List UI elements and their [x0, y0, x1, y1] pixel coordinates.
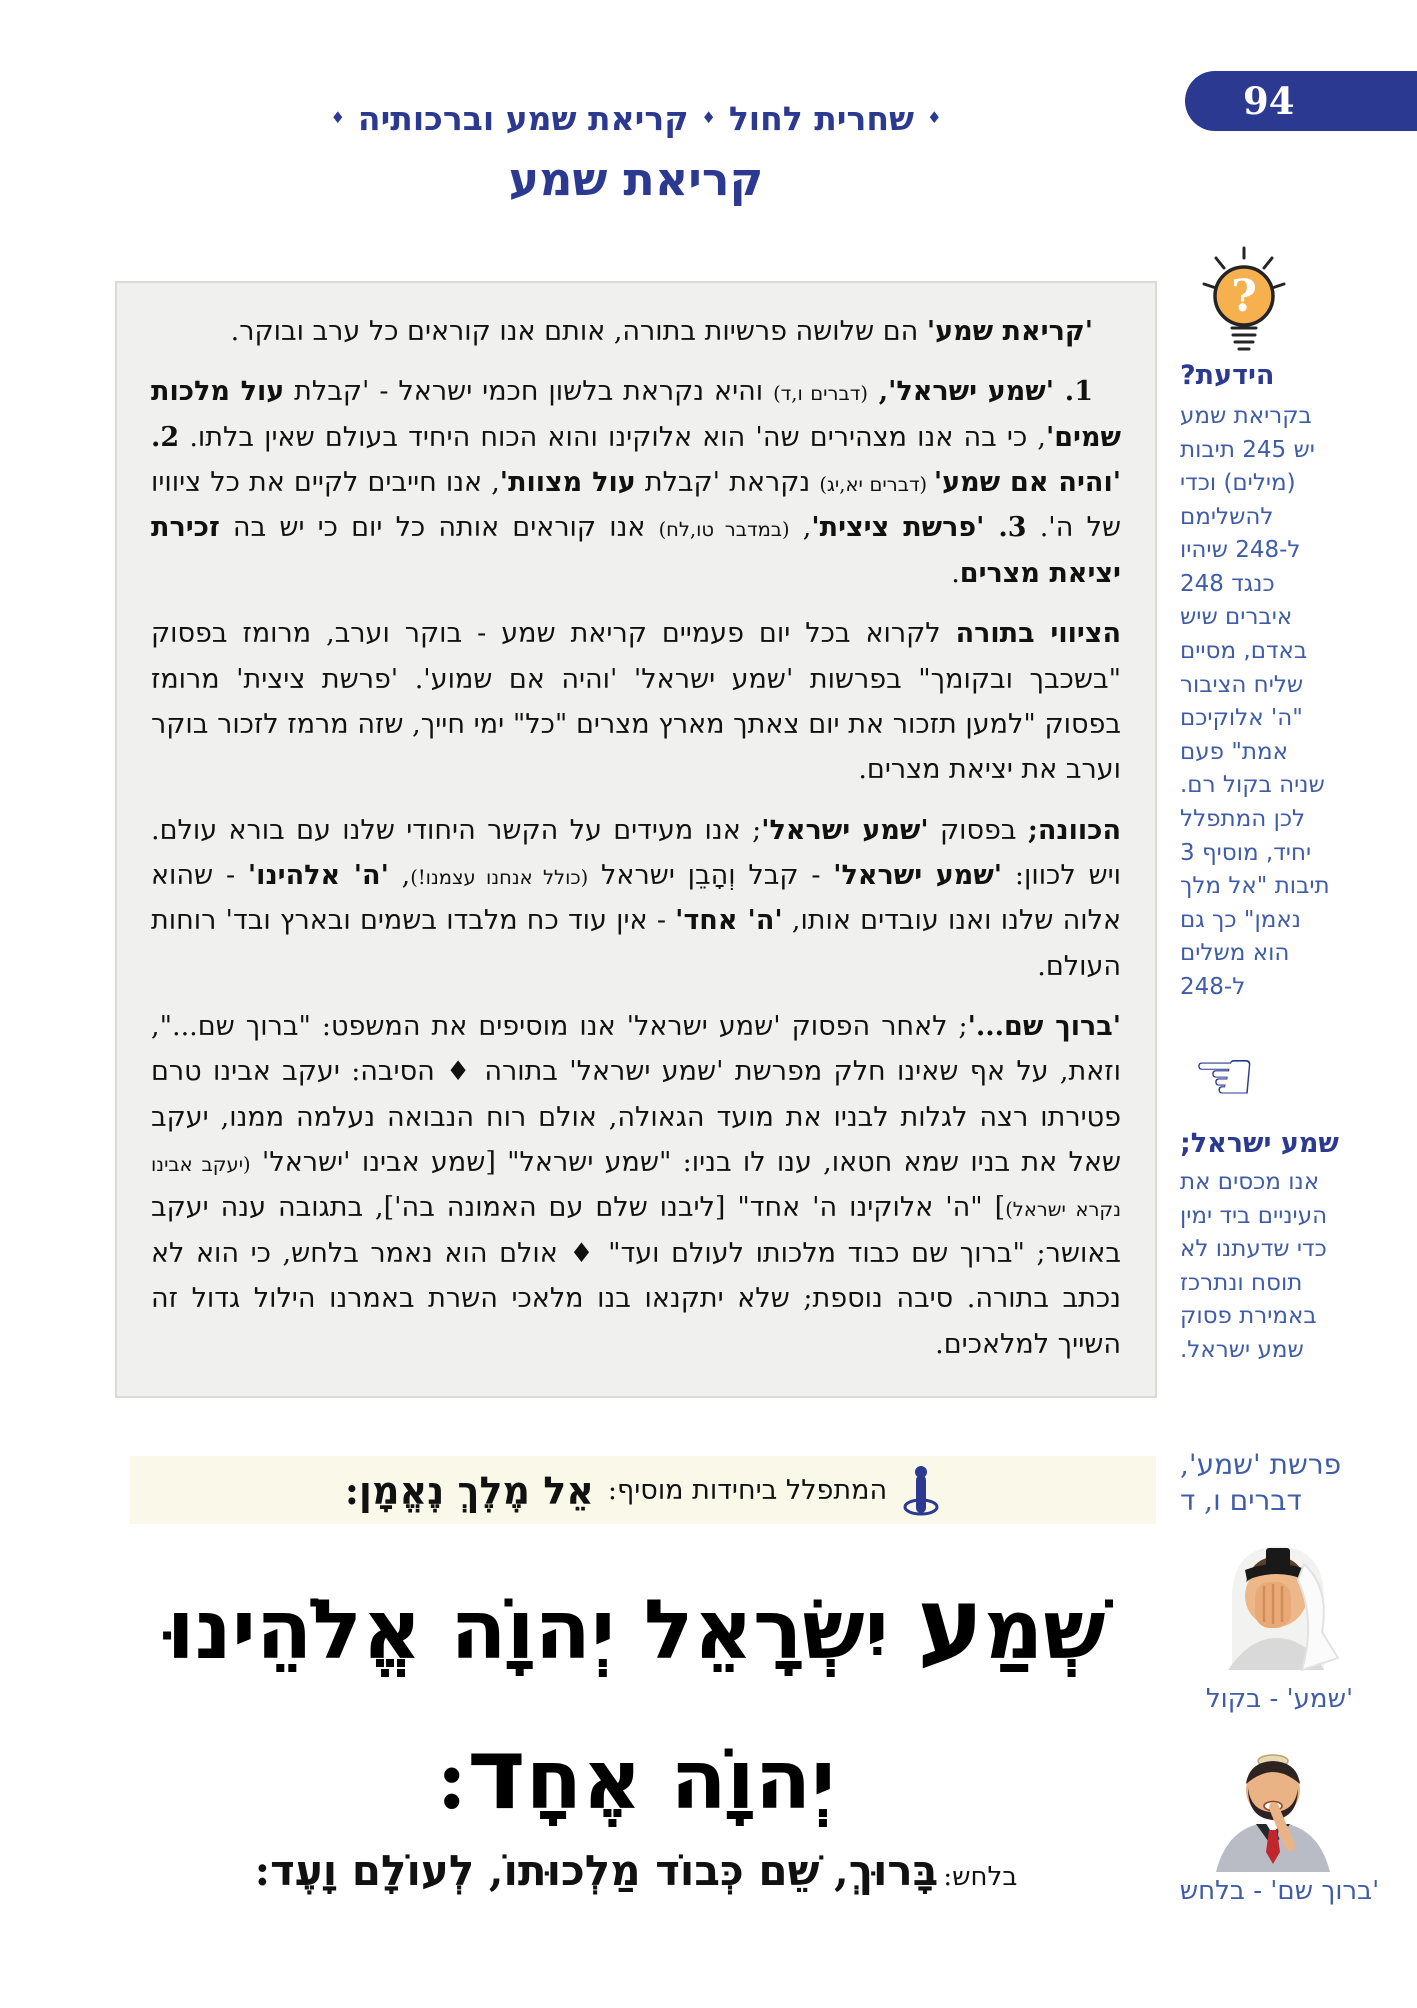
- shema-verse: [115, 1548, 1157, 1848]
- caption-shema-aloud: 'שמע' - בקול: [1205, 1684, 1354, 1714]
- whisper-label: בלחש:: [943, 1862, 1018, 1892]
- main-text-box: [115, 281, 1157, 1398]
- shema-line2-colon: :: [436, 1732, 467, 1829]
- individual-prayer-strip: [130, 1456, 1156, 1524]
- strip-addition-text: אֵל מֶלֶךְ נֶאֱמָן:: [344, 1467, 594, 1513]
- shema-note-title: שמע ישראל;: [1180, 1128, 1339, 1159]
- diamond-bullet: ♦: [701, 108, 716, 127]
- man-whispering-illustration: [1198, 1750, 1348, 1872]
- page-number: 94: [1243, 79, 1295, 123]
- shema-line-2: [115, 1698, 1157, 1848]
- svg-text:?: ?: [1231, 271, 1257, 322]
- enlarged-dalet: ד: [466, 1714, 526, 1833]
- running-header: [115, 99, 1157, 138]
- baruch-shem-line: [115, 1846, 1157, 1895]
- caption-baruch-whisper: 'ברוך שם' - בלחש: [1179, 1876, 1380, 1906]
- paragraph-baruch-shem: 'ברוך שם...'; לאחר הפסוק 'שמע ישראל' אנו מוסיפים את המשפט: "ברוך שם...", וזאת, על אף שאינו חלק מפרשת 'שמע ישראל' בתורה ♦ הסיבה: יעקב אבינו טרם פטירתו רצה לגלות לבניו את מועד הגאולה, אולם רוח הנבואה נעלמה ממנו, יעקב שאל את בניו שמא חטאו, ענו לו בניו: "שמע ישראל" [שמע אבינו 'ישראל' (יעקב אבינו נקרא ישראל)] "ה' אלוקינו ה' אחד" [ליבנו שלם עם האמונה בה'], בתגובה ענה יעקב באושר; "ברוך שם כבוד מלכותו לעולם ועד" ♦ אולם הוא נאמר בלחש, כי הוא לא נכתב בתורה. סיבה נוספת; שלא יתקנאו בנו מלאכי השרת באמרנו הילול גדול זה השייך למלאכים.: [151, 1011, 1121, 1360]
- paragraph-command: הציווי בתורה לקרוא בכל יום פעמיים קריאת שמע - בוקר וערב, מרומז בפסוק "בשכבך ובקומך" בפרשות 'שמע ישראל' 'והיה אם שמוע'. 'פרשת ציצית' מרומז בפסוק "למען תזכור את יום צאתך מארץ מצרים "כל" ימי חייך, שזה מרמז לזכור בוקר וערב את יציאת מצרים.: [151, 618, 1121, 786]
- man-covering-eyes-illustration: [1198, 1536, 1348, 1674]
- shema-line1-text: שְׁמַ: [983, 1582, 1106, 1678]
- shema-line2-text: יְהוָֹה אֶחָ: [525, 1732, 836, 1829]
- diamond-bullet: ♦: [927, 108, 942, 127]
- did-you-know-title: הידעת?: [1180, 360, 1275, 391]
- shema-line-1: [115, 1548, 1157, 1698]
- shema-note-text: אנו מכסים את העיניים ביד ימין כדי שדעתנו לא תוסח ונתרכז באמירת פסוק שמע ישראל.: [1180, 1169, 1328, 1363]
- parsha-source-reference: פרשת 'שמע', דברים ו, ד: [1180, 1448, 1342, 1518]
- pointing-hand-icon: ☜: [1192, 1034, 1257, 1118]
- lightbulb-question-icon: [1194, 246, 1294, 354]
- paragraph-kavana: הכוונה; בפסוק 'שמע ישראל'; אנו מעידים על הקשר היחודי שלנו עם בורא עולם. ויש לכוון: 'שמע ישראל' - קבל וְהָבֵן ישראל (כולל אנחנו עצמנו!), 'ה' אלהינו' - שהוא אלוה שלנו ואנו עובדים אותו, 'ה' אחד' - אין עוד כח מלבדו בשמים ובארץ ובד' רוחות העולם.: [151, 814, 1121, 982]
- page-title: קריאת שמע: [508, 152, 764, 206]
- page-number-badge: [1185, 71, 1417, 131]
- shema-line1-rest: יִשְׂרָאֵל יְהוָֹה אֱלֹהֵינוּ: [166, 1582, 918, 1678]
- enlarged-ayin: ע: [917, 1564, 984, 1682]
- strip-instruction: המתפלל ביחידות מוסיף:: [607, 1474, 888, 1506]
- did-you-know-text: בקריאת שמע יש 245 תיבות (מילים) וכדי להשלימם ל-248 שיהיו כנגד 248 איברים שיש באדם, מסיים שליח הציבור "ה' אלוקיכם אמת" פעם שניה בקול רם. לכן המתפלל יחיד, מוסיף 3 תיבות "אל מלך נאמן" כך גם הוא משלים ל-248: [1180, 403, 1330, 1000]
- paragraph-three-parshiot: 1. 'שמע ישראל', (דברים ו,ד) והיא נקראת בלשון חכמי ישראל - 'קבלת עול מלכות שמים', כי בה אנו מצהירים שה' הוא אלוקינו והוא הכוח היחיד בעולם שאין בלתו. 2. 'והיה אם שמע' (דברים יא,יג) נקראת 'קבלת עול מצוות', אנו חייבים לקיים את כל ציוויו של ה'. 3. 'פרשת ציצית', (במדבר טו,לח) אנו קוראים אותה כל יום כי יש בה זכירת יציאת מצרים.: [151, 376, 1121, 589]
- header-section-shema: קריאת שמע וברכותיה: [357, 99, 689, 138]
- paragraph-intro: 'קריאת שמע' הם שלושה פרשיות בתורה, אותם אנו קוראים כל ערב ובוקר.: [230, 316, 1093, 347]
- baruch-shem-text: בָּרוּךְ, שֵׁם כְּבוֹד מַלְכוּתוֹ, לְעוֹלָם וָעֶד:: [254, 1846, 939, 1895]
- header-section-weekday: שחרית לחול: [728, 99, 915, 138]
- diamond-bullet: ♦: [330, 108, 345, 127]
- lone-person-icon: [901, 1464, 941, 1516]
